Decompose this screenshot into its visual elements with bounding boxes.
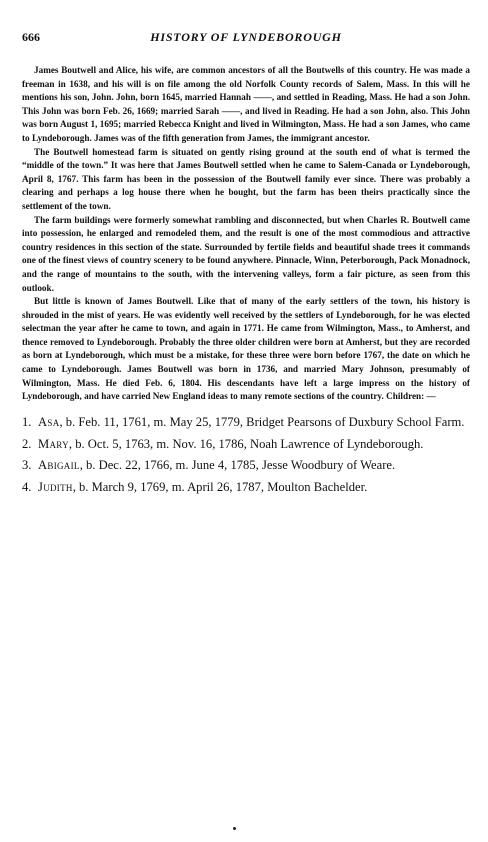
child-name: Mary [38, 436, 69, 451]
body-text [22, 64, 470, 404]
paragraph-buildings: The farm buildings were formerly somewhat rambling and disconnected, but when Charles R. Boutwell came into possession, he enlarged and remodeled them, and the result is one of the most commodious and attractive country residences in this section of the state. Surrounded by fertile fields and beautiful shade trees it commands one of the finest views of country scenery to be found anywhere. Pinnacle, Winn, Peterborough, Pack Monadnock, and the range of mountains to the south, with the intervening valleys, form a fair picture, as seen from this outlook. [22, 214, 470, 293]
book-page [22, 30, 470, 501]
item-number: 4. [22, 480, 32, 495]
list-item [22, 436, 470, 453]
paragraph-ancestry: James Boutwell and Alice, his wife, are common ancestors of all the Boutwells of this country. He was made a freeman in 1638, and his will is on file among the old Norfolk County records of Salem, Mass. In this will he mentions his son, John. John, born 1645, married Hannah ——, and settled in Reading, Mass. He had a son John. This John was born Feb. 26, 1669; married Sarah ——, and lived in Reading. He had a son John, also. This John was born August 1, 1695; married Rebecca Knight and lived in Wilmington, Mass. He had a son James, who came to Lyndeborough. James was of the fifth generation from James, the immigrant ancestor. [22, 65, 470, 143]
child-details: , b. Oct. 5, 1763, m. Nov. 16, 1786, Noah Lawrence of Lyndeborough. [68, 436, 424, 451]
item-number: 1. [22, 414, 32, 429]
page-number: 666 [22, 30, 40, 44]
item-number: 3. [22, 458, 32, 473]
item-number: 2. [22, 436, 32, 451]
print-speck [233, 827, 236, 830]
children-list [22, 414, 470, 496]
child-name: Judith [38, 480, 73, 495]
child-name: Asa [38, 414, 60, 429]
paragraph-james-boutwell: But little is known of James Boutwell. Like that of many of the early settlers of the town, his history is shrouded in the mist of years. He was evidently well received by the settlers of Lyndeborough, for he was elected selectman the year after he came to town, and again in 1771. He came from Wilmington, Mass., to Amherst, and thence removed to Lyndeborough. Probably the three older children were born at Amherst, but they are recorded as born at Lyndeborough, which must be a mistake, for these three were born before 1767, the date on which he came to Lyndeborough. James Boutwell was born in 1736, and married Mary Johnson, presumably of Wilmington, Mass. He died Feb. 6, 1804. His descendants have left a large impress on the history of Lyndeborough, and have carried New England ideas to many remote sections of the country. Children: — [22, 296, 470, 402]
paragraph-homestead: The Boutwell homestead farm is situated on gently rising ground at the south end of what is termed the “middle of the town.” It was here that James Boutwell settled when he came to Salem-Canada or Lyndeborough, April 8, 1767. This farm has been in the possession of the Boutwell family ever since. There was probably a clearing and perhaps a log house there when he bought, but the farm has been theirs practically since the settlement of the town. [22, 146, 470, 211]
running-title: HISTORY OF LYNDEBOROUGH [150, 30, 342, 44]
list-item [22, 479, 470, 496]
child-name: Abigail [38, 458, 80, 473]
child-details: , b. Feb. 11, 1761, m. May 25, 1779, Bridget Pearsons of Duxbury School Farm. [59, 414, 465, 429]
list-item [22, 457, 470, 474]
child-details: , b. March 9, 1769, m. April 26, 1787, Moulton Bachelder. [72, 480, 368, 495]
child-details: , b. Dec. 22, 1766, m. June 4, 1785, Jesse Woodbury of Weare. [79, 458, 396, 473]
page-header [22, 30, 470, 50]
list-item [22, 414, 470, 431]
